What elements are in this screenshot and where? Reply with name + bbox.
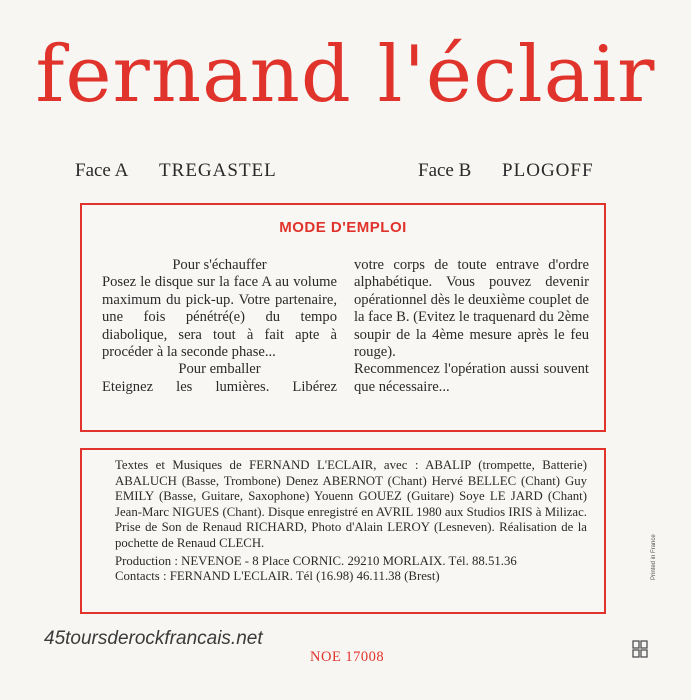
subtitle-echauffer: Pour s'échauffer [172,257,267,273]
paragraph-emballer: Eteignez les lumières. Libérez [102,378,337,395]
face-b [418,160,594,182]
album-title: fernand l'éclair [35,30,656,120]
face-a [75,160,277,182]
face-b-title: PLOGOFF [502,160,594,181]
subtitle-emballer: Pour emballer [178,361,261,378]
mode-emploi-left-column [102,257,337,396]
face-a-label: Face A [75,160,129,181]
printed-in-france: Printed in France [651,534,657,580]
credits-text [115,458,587,585]
mode-emploi-box [80,203,606,432]
production-line: Production : NEVENOE - 8 Place CORNIC. 29210 MORLAIX. Tél. 88.51.36 [115,553,517,568]
catalog-number: NOE 17008 [310,649,385,665]
mode-emploi-heading: MODE D'EMPLOI [279,219,407,236]
credits-body: Textes et Musiques de FERNAND L'ECLAIR, avec : ABALIP (trompette, Batterie) ABALUCH (Basse, Trombone) Denez ABERNOT (Chant) Hervé BELLEC (Chant) Guy EMILY (Basse, Guitare, Saxophone) Youenn GOUEZ (Guitare) Soye LE JARD (Chant) Jean-Marc NIGUES (Chant). Disque enregistré en AVRIL 1980 aux Studios IRIS à Milizac. Prise de Son de Renaud RICHARD, Photo d'Alain LEROY (Lesneven). Réalisation de la pochette de Renaud CLECH. [115,458,587,550]
website-watermark: 45toursderockfrancais.net [44,628,263,649]
paragraph-echauffer: Posez le disque sur la face A au volume maximum du pick-up. Votre partenaire, une fois pénétré(e) du tempo diabolique, sera tout à fait apte à procéder à la seconde phase... [102,274,337,361]
face-b-label: Face B [418,160,472,181]
credits-box [80,448,606,614]
face-a-title: TREGASTEL [159,160,277,181]
contacts-line: Contacts : FERNAND L'ECLAIR. Tél (16.98) 46.11.38 (Brest) [115,569,440,584]
mode-emploi-right-column [354,257,589,396]
record-label-logo-icon [632,640,648,658]
paragraph-continued: votre corps de toute entrave d'ordre alphabétique. Vous pouvez devenir opérationnel dès le deuxième couplet de la face B. (Evitez le traquenard du 2ème soupir de la 4ème mesure après le feu rouge). [354,257,590,361]
paragraph-recommencez: Recommencez l'opération aussi souvent que nécessaire... [354,361,589,395]
